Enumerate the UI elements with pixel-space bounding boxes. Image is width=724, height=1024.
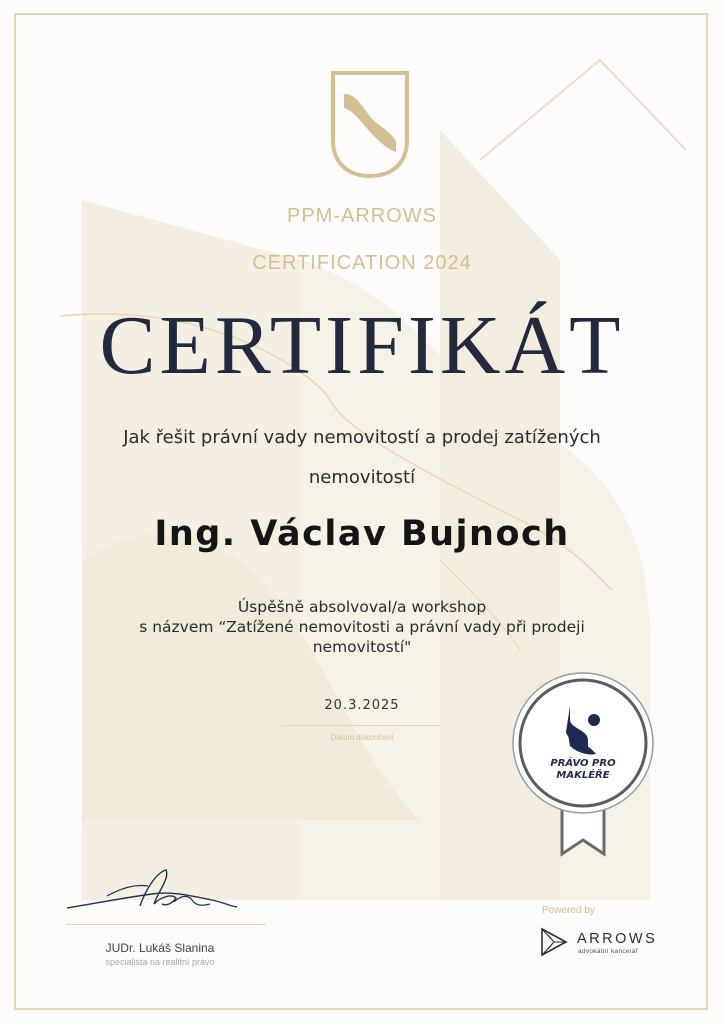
- pravo-pro-maklere-seal-icon: [508, 668, 658, 858]
- date-divider: [282, 725, 442, 726]
- shield-wave-icon: [330, 70, 410, 180]
- signatory-role: specialista na realitní právo: [105, 957, 215, 967]
- course-title: [60, 418, 664, 498]
- arrows-triangle-logo-icon: [540, 925, 570, 959]
- program-name: PPM-ARROWS: [287, 205, 437, 227]
- completion-description: [90, 597, 634, 657]
- recipient-name: Ing. Václav Bujnoch: [154, 514, 570, 554]
- arrows-brand-subtitle: advokátní kancelář: [578, 948, 638, 955]
- completion-date: 20.3.2025: [324, 698, 400, 713]
- badge-line2: MAKLÉŘE: [556, 770, 610, 781]
- completion-date-label: Datum dokončení: [330, 733, 394, 742]
- certification-year: CERTIFICATION 2024: [252, 252, 472, 274]
- certificate-title: CERTIFIKÁT: [99, 299, 625, 392]
- course-title-line: Jak řešit právní vady nemovitostí a prodej zatížených: [123, 427, 601, 448]
- badge-line1: PRÁVO PRO: [550, 758, 616, 769]
- description-line: s názvem “Zatížené nemovitosti a právní vady při prodeji: [139, 618, 585, 636]
- arrows-brand-name: ARROWS: [577, 931, 658, 947]
- signatory-name: JUDr. Lukáš Slanina: [105, 941, 215, 955]
- signature-line: [66, 924, 266, 925]
- description-line: nemovitostí": [312, 638, 412, 656]
- course-title-line: nemovitostí: [308, 467, 416, 488]
- powered-by-label: Powered by: [542, 905, 595, 916]
- handwritten-signature-icon: [62, 866, 242, 926]
- description-line: Úspěšně absolvoval/a workshop: [237, 598, 487, 616]
